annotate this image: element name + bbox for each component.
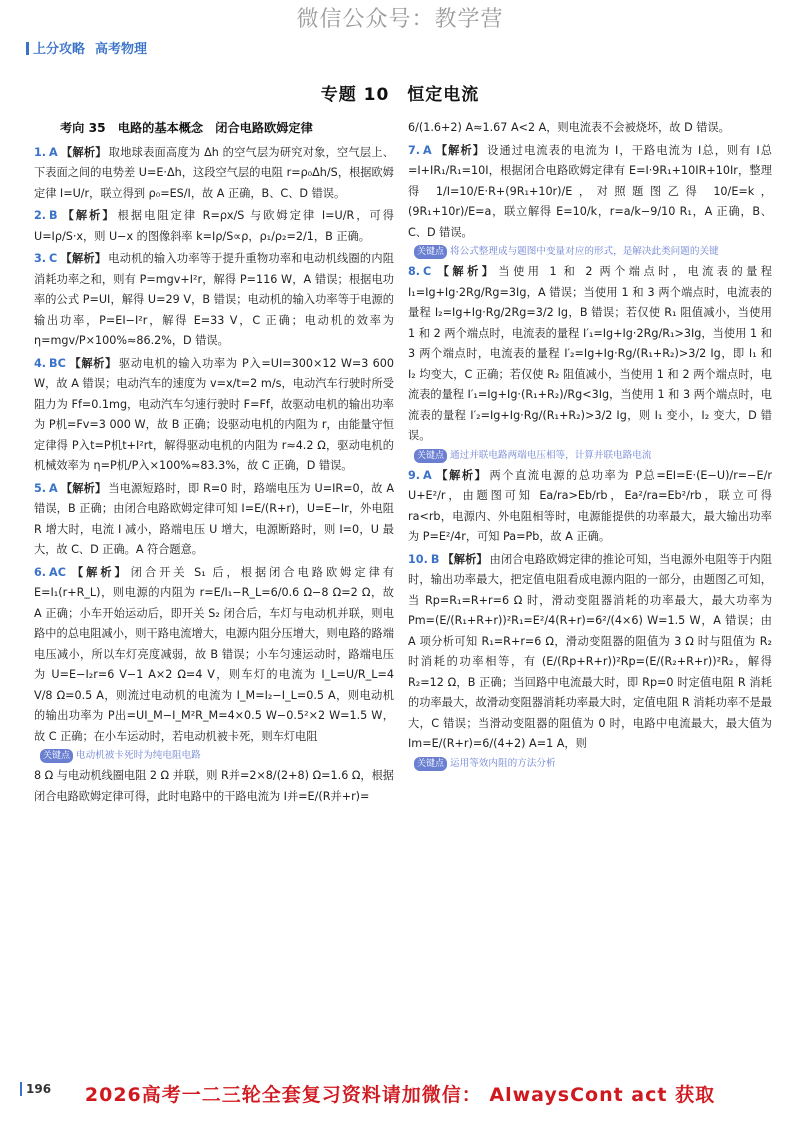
item-tag: 【解析】 bbox=[68, 356, 118, 370]
item-number: 5. bbox=[34, 481, 47, 495]
item-text: 闭合开关 S₁ 后，根据闭合电路欧姆定律有 E=I₁(r+R_L)，则电源的内阻为 r=E/I₁−R_L=6/0.6 Ω−8 Ω=2 Ω，故 A 正确；小车开始运动后，即开关 S₂ 闭合后，车灯与电动机并联，则电路中的总电阻减小，则干路电流增大，电源内阻分压增大，则电路的路端电压减小，所以车灯亮度减弱，故 B 错误；小车匀速运动时，路端电压为 U=E−I₂r=6 V−1 A×2 Ω=4 V，则车灯的电流为 I_L=U/R_L=4 V/8 Ω=0.5 A，则流过电动机的电流为 I_M=I₂−I_L=0.5 A，则电动机的输出功率为 P出=UI_M−I_M²R_M=4×0.5 W−0.5²×2 W=1.5 W，故 C 正确；在小车运动时，若电动机被卡死，则车灯电阻 bbox=[34, 565, 394, 743]
footer-banner: 2026高考一二三轮全套复习资料请加微信： AlwaysCont act 获取 bbox=[84, 1084, 716, 1106]
item-answer: A bbox=[423, 143, 432, 157]
item-number: 1. bbox=[34, 145, 47, 159]
answer-item-1 bbox=[34, 143, 394, 205]
key-point-note bbox=[414, 757, 772, 771]
key-point-note bbox=[414, 449, 772, 463]
item-tag: 【解析】 bbox=[434, 143, 486, 157]
item-text: 由闭合电路欧姆定律的推论可知，当电源外电阻等于内阻时，输出功率最大，把定值电阻看成电源内阻的一部分，由题图乙可知，当 Rp=R₁=R+r=6 Ω 时，滑动变阻器消耗的功率最大，最大功率为 Pm=(E/(R₁+R+r))²R₁=E²/4(R+r)=6²/(4×6) W=1.5 W，A 错误；由 A 项分析可知 R₁=R+r=6 Ω，滑动变阻器的阻值为 3 Ω 时与阻值为 R₂ 时消耗的功率相等，有 (E/(Rp+R+r))²Rp=(E/(R₂+R+r))²R₂，解得 R₂=12 Ω，B 正确；当回路中电流最大时，即 Rp=0 时定值电阻 R 消耗的功率最大，故滑动变阻器消耗功率最大时，定值电阻 R 消耗功率不是最大，C 错误；当滑动变阻器的阻值为 0 时，电路中电流最大，最大值为 Im=E/(R+r)=6/(4+2) A=1 A，则 bbox=[408, 552, 772, 750]
item-number: 3. bbox=[34, 252, 47, 265]
item-text: 8 Ω 与电动机线圈电阻 2 Ω 并联，则 R并=2×8/(2+8) Ω=1.6 Ω，根据闭合电路欧姆定律可得，此时电路中的干路电流为 I并=E/(R并+r)= bbox=[34, 769, 394, 803]
answer-item-4 bbox=[34, 354, 394, 477]
item-answer: A bbox=[49, 481, 58, 495]
item-answer: BC bbox=[49, 356, 66, 370]
answer-item-5 bbox=[34, 479, 394, 561]
item-answer: AC bbox=[49, 565, 66, 579]
item-tag: 【解析】 bbox=[434, 468, 488, 482]
item-text: 设通过电流表的电流为 I，干路电流为 I总，则有 I总=I+IR₁/R₁=10I，根据闭合电路欧姆定律有 E=I·9R₁+10IR+10Ir，整理得 1/I=10/E·R+(9R₁+10r)/E，对照题图乙得 10/E=k，(9R₁+10r)/E=a，联立解得 E=10/k，r=a/k−9/10 R₁，A 正确，B、C、D 错误。 bbox=[408, 143, 772, 239]
answer-item-6 bbox=[34, 563, 394, 748]
item-tag: 【解析】 bbox=[60, 481, 107, 495]
section-heading: 考向 35 电路的基本概念 闭合电路欧姆定律 bbox=[60, 121, 313, 135]
page-number: 196 bbox=[20, 1082, 51, 1096]
key-point-note bbox=[414, 245, 772, 259]
left-column bbox=[34, 118, 394, 809]
brand-header bbox=[26, 38, 147, 57]
key-point-text: 将公式整理成与题图中变量对应的形式，是解决此类问题的关键 bbox=[450, 246, 719, 257]
item-tag: 【解析】 bbox=[60, 145, 107, 159]
page-title: 专题 10 恒定电流 bbox=[320, 85, 480, 105]
answer-item-8 bbox=[408, 262, 772, 447]
answer-item-2 bbox=[34, 206, 394, 247]
item-number: 9. bbox=[408, 468, 421, 482]
item-answer: C bbox=[49, 252, 58, 265]
item-tag: 【解析】 bbox=[442, 552, 488, 566]
item-text: 驱动电机的输入功率为 P入=UI=300×12 W=3 600 W，故 A 错误；电动汽车的速度为 v=x/t=2 m/s，电动汽车行驶时所受阻力为 Ff=0.1mg，电动汽车匀速行驶时 F=Ff，故驱动电机的输出功率为 P机=Fv=3 000 W，故 B 正确；设驱动电机的内阻为 r，由能量守恒定律得 P入t=P机t+I²rt，解得驱动电机的内阻为 r≈4.2 Ω，驱动电机的机械效率为 η=P机/P入×100%≈83.3%，故 C 正确，D 错误。 bbox=[34, 356, 394, 472]
item-answer: B bbox=[430, 552, 440, 566]
item-text: 两个直流电源的总功率为 P总=EI=E·(E−U)/r=−E/r U+E²/r，由题图可知 Ea/ra>Eb/rb，Ea²/ra=Eb²/rb，联立可得 ra<rb，电源内、外电阻相等时，电源能提供的功率最大，最大输出功率为 P=E²/4r，可知 Pa=Pb，故 A 正确。 bbox=[408, 468, 772, 543]
item-answer: C bbox=[423, 265, 432, 278]
answer-item-9 bbox=[408, 466, 772, 548]
key-point-badge: 关键点 bbox=[414, 757, 447, 771]
item-tag: 【解析】 bbox=[68, 565, 129, 579]
key-point-text: 电动机被卡死时为纯电阻电路 bbox=[76, 750, 201, 761]
right-column bbox=[408, 118, 772, 774]
key-point-text: 运用等效内阻的方法分析 bbox=[450, 757, 556, 769]
item-answer: B bbox=[49, 209, 58, 222]
item-number: 4. bbox=[34, 356, 47, 370]
item-text: 根据电阻定律 R=ρx/S 与欧姆定律 I=U/R，可得 U=Iρ/S·x，则 U−x 的图像斜率 k=Iρ/S∝ρ，ρ₁/ρ₂=2/1，B 正确。 bbox=[34, 209, 394, 243]
item-tag: 【解析】 bbox=[434, 265, 497, 278]
answer-item-3 bbox=[34, 249, 394, 352]
key-point-badge: 关键点 bbox=[40, 749, 73, 763]
key-point-text: 通过并联电路两端电压相等，计算并联电路电流 bbox=[450, 449, 652, 461]
item-number: 2. bbox=[34, 209, 47, 222]
answer-item-7 bbox=[408, 141, 772, 244]
continued-text: 6/(1.6+2) A≈1.67 A<2 A，则电流表不会被烧坏，故 D 错误。 bbox=[408, 121, 730, 134]
brand-series: 上分攻略 bbox=[33, 42, 86, 57]
item-text: 取地球表面高度为 Δh 的空气层为研究对象，空气层上、下表面之间的电势差 U=E·Δh，这段空气层的电阻 r=ρ₀Δh/S，根据欧姆定律 I=U/r，联立得到 ρ₀=ES/I，故 A 正确，B、C、D 错误。 bbox=[34, 145, 394, 200]
item-number: 8. bbox=[408, 265, 421, 278]
item-number: 7. bbox=[408, 143, 421, 157]
watermark-text: 微信公众号：教学营 bbox=[296, 7, 504, 32]
item-text: 当电源短路时，即 R=0 时，路端电压为 U=IR=0，故 A 错误，B 正确；由闭合电路欧姆定律可知 I=E/(R+r)，U=E−Ir，外电阻 R 增大时，电流 I 减小，路端电压 U 增大，电源断路时，则 I=0，U 最大，故 C、D 正确。A 符合题意。 bbox=[34, 481, 394, 556]
item-tag: 【解析】 bbox=[60, 252, 107, 265]
item-text: 电动机的输入功率等于提升重物功率和电动机线圈的内阻消耗功率之和，则有 P=mgv+I²r，解得 P=116 W，A 错误；根据电功率的公式 P=UI，解得 U=29 V，B 错误；电动机的输入功率等于电源的输出功率，P=EI−I²r，解得 E=33 V，C 正确；电动机的效率为 η=mgv/P×100%≈86.2%，D 错误。 bbox=[34, 252, 394, 347]
brand-subject: 高考物理 bbox=[95, 42, 148, 57]
item-tag: 【解析】 bbox=[60, 209, 116, 222]
item-text: 当使用 1 和 2 两个端点时，电流表的量程 I₁=Ig+Ig·2Rg/Rg=3Ig，A 错误；当使用 1 和 3 两个端点时，电流表的量程 I₂=Ig+Ig·Rg/2Rg=3/2 Ig，B 错误；若仅使 R₁ 阻值减小，当使用 1 和 2 两个端点时，电流表的量程 I′₁=Ig+Ig·2Rg/R₁>3Ig，当使用 1 和 3 两个端点时，电流表的量程 I′₂=Ig+Ig·Rg/(R₁+R₂)>3/2 Ig，即 I₁ 和 I₂ 均变大，C 正确；若仅使 R₂ 阻值减小，当使用 1 和 2 两个端点时，电流表的量程 I′₁=Ig+Ig·(R₁+R₂)/Rg<3Ig，当使用 1 和 3 两个端点时，电流表的量程 I′₂=Ig+Ig·Rg/(R₁+R₂)>3/2 Ig，则 I₁ 变小，I₂ 变大，D 错误。 bbox=[408, 265, 772, 442]
key-point-badge: 关键点 bbox=[414, 245, 447, 259]
item-answer: A bbox=[423, 468, 432, 482]
key-point-badge: 关键点 bbox=[414, 449, 447, 463]
item-number: 10. bbox=[408, 552, 428, 566]
item-answer: A bbox=[49, 145, 58, 159]
answer-item-6-continued bbox=[34, 766, 394, 807]
item-number: 6. bbox=[34, 565, 47, 579]
answer-item-10 bbox=[408, 550, 772, 755]
key-point-note bbox=[40, 749, 394, 763]
brand-bar-icon bbox=[26, 42, 29, 55]
